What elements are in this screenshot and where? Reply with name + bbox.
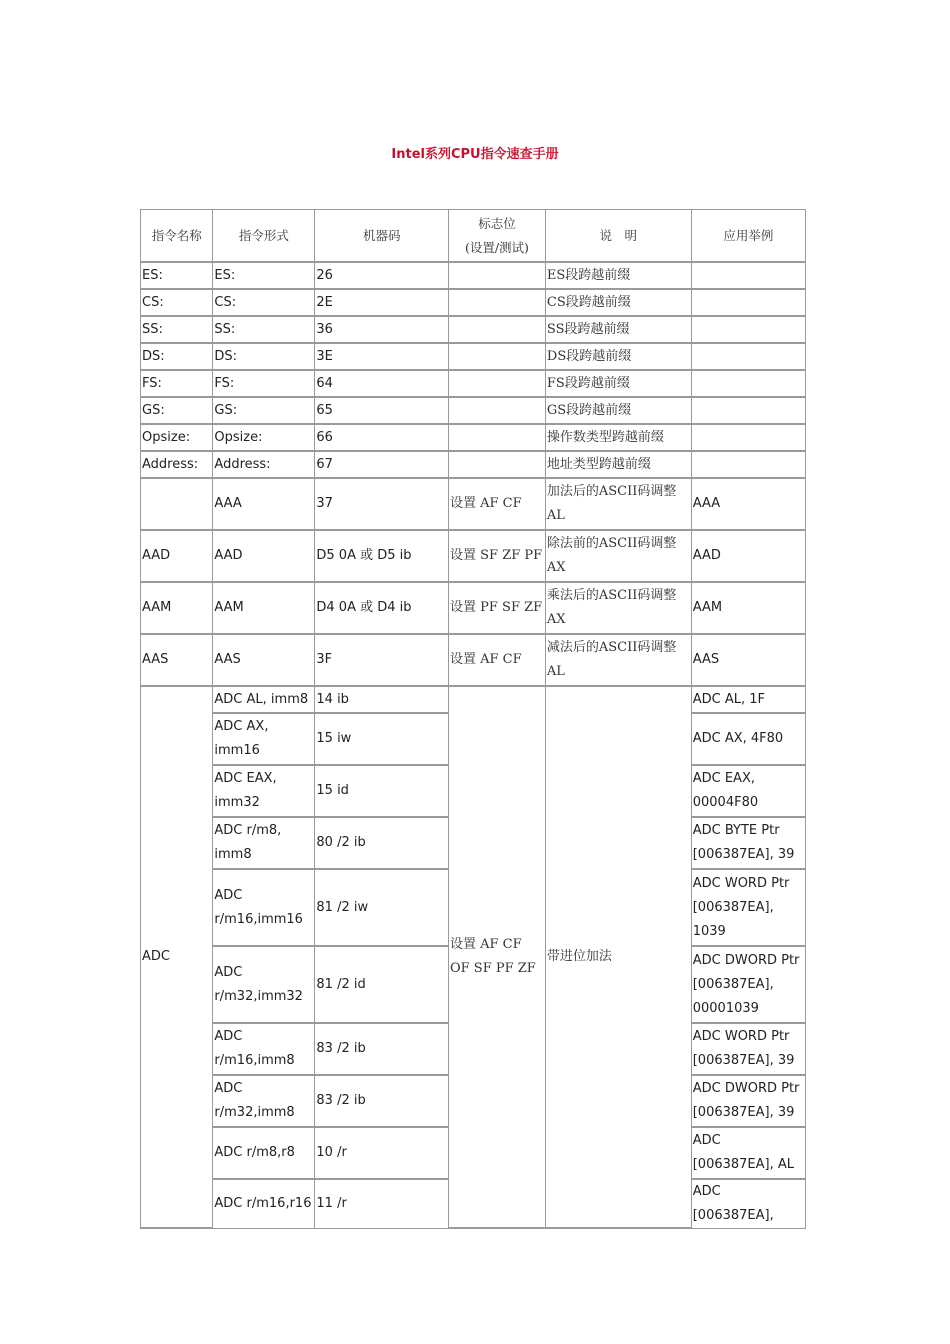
cell-example: ADC EAX, 00004F80: [692, 766, 806, 818]
table-row: [141, 344, 806, 371]
cell-name: [141, 479, 213, 531]
cell-form: ADC r/m16,imm8: [213, 1024, 315, 1076]
cell-example: AAS: [692, 635, 806, 687]
cell-example: ADC WORD Ptr [006387EA], 1039: [692, 870, 806, 947]
cell-example: ADC DWORD Ptr [006387EA], 39: [692, 1076, 806, 1128]
table-row: [141, 687, 806, 714]
header-name: 指令名称: [141, 210, 213, 263]
cell-form: SS:: [213, 317, 315, 344]
cell-name-adc: ADC: [141, 687, 213, 1229]
cell-form: ES:: [213, 263, 315, 290]
cell-example: [692, 398, 806, 425]
cell-desc: CS段跨越前缀: [546, 290, 692, 317]
cell-form: ADC AX, imm16: [213, 714, 315, 766]
cell-example: [692, 290, 806, 317]
header-example: 应用举例: [692, 210, 806, 263]
table-row: [141, 263, 806, 290]
table-row: [141, 398, 806, 425]
cell-form: ADC r/m32,imm32: [213, 947, 315, 1024]
cell-form: ADC r/m16,imm16: [213, 870, 315, 947]
cell-example: ADC [006387EA],: [692, 1180, 806, 1229]
cell-form: ADC r/m8,r8: [213, 1128, 315, 1180]
cell-name: SS:: [141, 317, 213, 344]
cell-code: 15 iw: [315, 714, 449, 766]
cell-form: CS:: [213, 290, 315, 317]
cell-flags: 设置 AF CF: [449, 479, 546, 531]
cell-code: 80 /2 ib: [315, 818, 449, 870]
header-flags: [449, 210, 546, 263]
cell-form: AAS: [213, 635, 315, 687]
cell-code: 81 /2 id: [315, 947, 449, 1024]
cell-example: [692, 263, 806, 290]
cell-code: 3F: [315, 635, 449, 687]
cell-code: 10 /r: [315, 1128, 449, 1180]
header-flags-line1: 标志位: [478, 215, 516, 231]
cell-desc-adc: 带进位加法: [546, 687, 692, 1229]
cell-code: 67: [315, 452, 449, 479]
cell-desc: SS段跨越前缀: [546, 317, 692, 344]
cell-example: AAM: [692, 583, 806, 635]
table-row: [141, 531, 806, 583]
cell-name: AAD: [141, 531, 213, 583]
cell-desc: FS段跨越前缀: [546, 371, 692, 398]
cell-example: ADC BYTE Ptr [006387EA], 39: [692, 818, 806, 870]
table-row: [141, 290, 806, 317]
cell-flags: [449, 263, 546, 290]
cell-form: AAD: [213, 531, 315, 583]
cell-example: ADC AX, 4F80: [692, 714, 806, 766]
cell-desc: 操作数类型跨越前缀: [546, 425, 692, 452]
cell-name: Opsize:: [141, 425, 213, 452]
cell-flags: [449, 344, 546, 371]
table-header-row: [141, 210, 806, 263]
instruction-table: [140, 209, 806, 1229]
cell-example: ADC WORD Ptr [006387EA], 39: [692, 1024, 806, 1076]
cell-code: 36: [315, 317, 449, 344]
cell-flags: [449, 398, 546, 425]
cell-example: AAA: [692, 479, 806, 531]
cell-code: 65: [315, 398, 449, 425]
cell-example: [692, 425, 806, 452]
header-form: 指令形式: [213, 210, 315, 263]
cell-example: [692, 371, 806, 398]
cell-desc: 地址类型跨越前缀: [546, 452, 692, 479]
table-row: [141, 583, 806, 635]
cell-desc: 乘法后的ASCII码调整AX: [546, 583, 692, 635]
cell-desc: ES段跨越前缀: [546, 263, 692, 290]
cell-form: DS:: [213, 344, 315, 371]
cell-form: FS:: [213, 371, 315, 398]
cell-name: GS:: [141, 398, 213, 425]
cell-flags: [449, 425, 546, 452]
cell-flags: [449, 452, 546, 479]
cell-form: AAA: [213, 479, 315, 531]
cell-flags: [449, 290, 546, 317]
cell-code: 15 id: [315, 766, 449, 818]
cell-example: AAD: [692, 531, 806, 583]
cell-name: CS:: [141, 290, 213, 317]
table-row: [141, 317, 806, 344]
cell-form: ADC EAX, imm32: [213, 766, 315, 818]
cell-example: ADC [006387EA], AL: [692, 1128, 806, 1180]
table-row: [141, 425, 806, 452]
cell-form: Address:: [213, 452, 315, 479]
cell-flags-adc: 设置 AF CF OF SF PF ZF: [449, 687, 546, 1229]
cell-code: 26: [315, 263, 449, 290]
cell-code: 37: [315, 479, 449, 531]
cell-form: Opsize:: [213, 425, 315, 452]
cell-code: 11 /r: [315, 1180, 449, 1229]
cell-desc: DS段跨越前缀: [546, 344, 692, 371]
cell-example: ADC AL, 1F: [692, 687, 806, 714]
cell-desc: 除法前的ASCII码调整AX: [546, 531, 692, 583]
cell-example: [692, 344, 806, 371]
header-code: 机器码: [315, 210, 449, 263]
cell-flags: [449, 371, 546, 398]
header-flags-line2: (设置/测试): [464, 239, 529, 255]
cell-desc: 减法后的ASCII码调整AL: [546, 635, 692, 687]
cell-name: DS:: [141, 344, 213, 371]
cell-flags: 设置 SF ZF PF: [449, 531, 546, 583]
page-title: Intel系列CPU指令速查手册: [391, 147, 559, 162]
cell-form: AAM: [213, 583, 315, 635]
cell-example: [692, 317, 806, 344]
cell-name: Address:: [141, 452, 213, 479]
cell-form: ADC r/m16,r16: [213, 1180, 315, 1229]
cell-form: GS:: [213, 398, 315, 425]
cell-name: FS:: [141, 371, 213, 398]
table-row: [141, 635, 806, 687]
cell-desc: 加法后的ASCII码调整AL: [546, 479, 692, 531]
cell-code: 2E: [315, 290, 449, 317]
cell-name: AAM: [141, 583, 213, 635]
cell-form: ADC AL, imm8: [213, 687, 315, 714]
cell-example: [692, 452, 806, 479]
table-row: [141, 479, 806, 531]
cell-code: 64: [315, 371, 449, 398]
cell-code: D4 0A 或 D4 ib: [315, 583, 449, 635]
cell-code: 81 /2 iw: [315, 870, 449, 947]
cell-flags: [449, 317, 546, 344]
table-row: [141, 452, 806, 479]
cell-desc: GS段跨越前缀: [546, 398, 692, 425]
cell-example: ADC DWORD Ptr [006387EA], 00001039: [692, 947, 806, 1024]
cell-flags: 设置 AF CF: [449, 635, 546, 687]
cell-name: ES:: [141, 263, 213, 290]
cell-code: 83 /2 ib: [315, 1076, 449, 1128]
cell-code: 14 ib: [315, 687, 449, 714]
table-row: [141, 371, 806, 398]
header-desc: 说 明: [546, 210, 692, 263]
cell-code: D5 0A 或 D5 ib: [315, 531, 449, 583]
cell-name: AAS: [141, 635, 213, 687]
cell-code: 83 /2 ib: [315, 1024, 449, 1076]
cell-form: ADC r/m32,imm8: [213, 1076, 315, 1128]
cell-code: 3E: [315, 344, 449, 371]
cell-code: 66: [315, 425, 449, 452]
cell-flags: 设置 PF SF ZF: [449, 583, 546, 635]
cell-form: ADC r/m8, imm8: [213, 818, 315, 870]
